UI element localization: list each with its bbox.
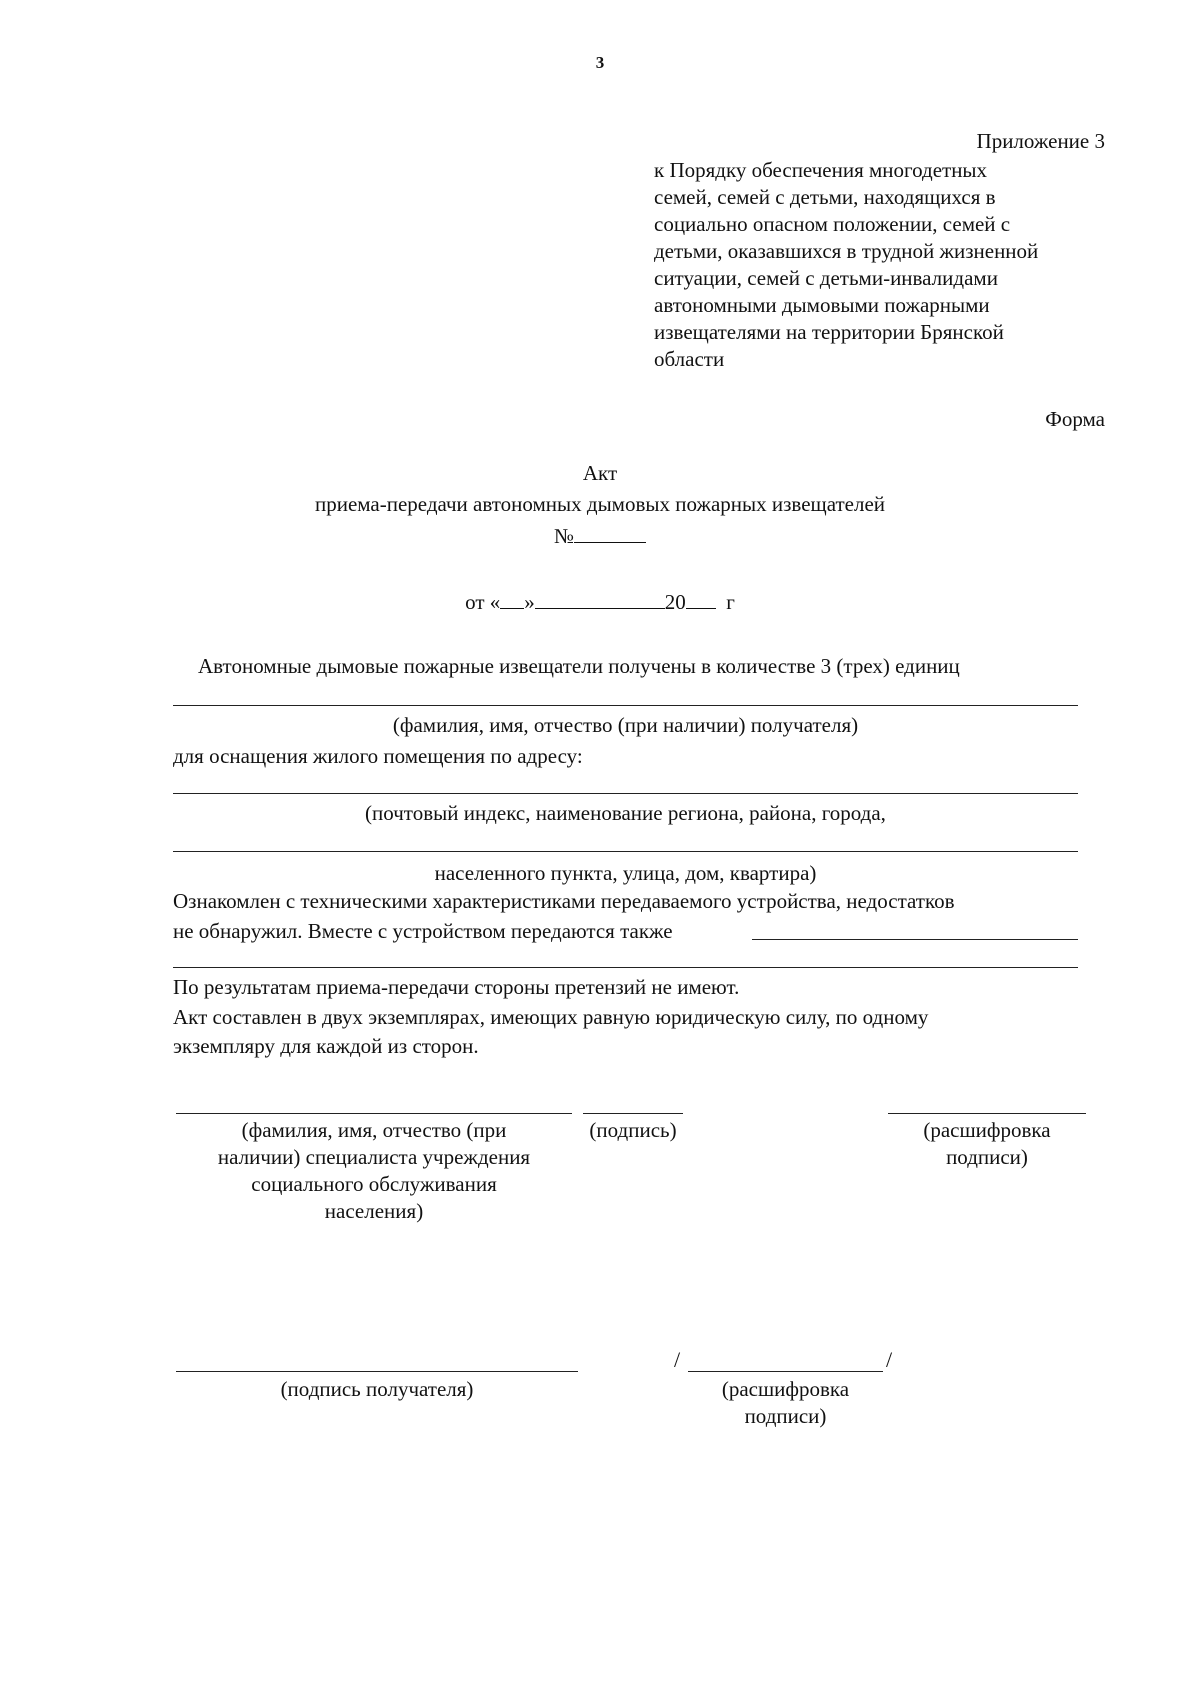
act-number [0,523,1200,549]
address-intro: для оснащения жилого помещения по адресу: [173,744,583,768]
decode-caption [888,1117,1086,1171]
address-line-1[interactable] [173,793,1078,794]
caption-line: (расшифровка [721,1377,850,1401]
number-blank[interactable] [574,526,646,543]
specialist-name-line[interactable] [176,1113,572,1114]
specialist-caption [176,1117,572,1225]
also-transferred-line[interactable] [752,939,1078,940]
copies-line-2: экземпляру для каждой из сторон. [173,1034,479,1058]
caption-line: наличии) специалиста учреждения [217,1145,531,1169]
recipient-signature-line[interactable] [176,1371,578,1372]
caption-line: социального обслуживания [251,1172,497,1196]
appendix-line: детьми, оказавшихся в трудной жизненной [654,239,1039,263]
appendix-line: к Порядку обеспечения многодетных [654,158,988,182]
familiar-line-2: не обнаружил. Вместе с устройством передаются также [173,919,673,943]
slash-right: / [886,1347,893,1372]
year-blank[interactable] [686,592,716,609]
appendix-line: области [654,347,725,371]
address-caption-1: (почтовый индекс, наименование региона, района, города, [365,801,886,825]
act-subtitle: приема-передачи автономных дымовых пожарных извещателей [314,492,886,516]
month-blank[interactable] [535,592,665,609]
received-line: Автономные дымовые пожарные извещатели получены в количестве 3 (трех) единиц [198,654,960,678]
caption-line: населения) [324,1199,424,1223]
address-line-2[interactable] [173,851,1078,852]
copies-line-1: Акт составлен в двух экземплярах, имеющих равную юридическую силу, по одному [173,1005,929,1029]
appendix-body [654,157,1114,373]
day-blank[interactable] [500,592,524,609]
recipient-decode-line[interactable] [688,1371,883,1372]
date-from-label: от « [465,590,501,614]
appendix-line: семей, семей с детьми, находящихся в [654,185,996,209]
recipient-name-line[interactable] [173,705,1078,706]
appendix-title: Приложение 3 [976,129,1105,153]
year-prefix: 20 [664,590,686,614]
act-date [0,589,1200,615]
recipient-caption: (фамилия, имя, отчество (при наличии) получателя) [392,713,859,737]
appendix-line: ситуации, семей с детьми-инвалидами [654,266,998,290]
address-caption-2: населенного пункта, улица, дом, квартира) [434,861,817,885]
number-sign: № [553,524,575,548]
appendix-line: социально опасном положении, семей с [654,212,1011,236]
slash-left: / [674,1347,681,1372]
appendix-line: автономными дымовыми пожарными [654,293,990,317]
extra-line[interactable] [173,967,1078,968]
caption-line: (расшифровка [923,1118,1051,1142]
appendix-line: извещателями на территории Брянской [654,320,1004,344]
specialist-decode-line[interactable] [888,1113,1086,1114]
signature-caption: (подпись) [589,1118,677,1142]
date-close-quote: » [524,590,535,614]
caption-line: подписи) [744,1404,827,1428]
recipient-decode-caption [688,1376,883,1430]
act-title: Акт [582,461,618,485]
page-number: 3 [595,53,605,72]
no-claims-line: По результатам приема-передачи стороны претензий не имеют. [173,975,740,999]
year-suffix: г [726,590,735,614]
specialist-signature-line[interactable] [583,1113,683,1114]
form-label: Форма [1045,407,1105,431]
caption-line: (фамилия, имя, отчество (при [241,1118,507,1142]
caption-line: подписи) [946,1145,1028,1169]
recipient-signature-caption: (подпись получателя) [280,1377,474,1401]
familiar-line-1: Ознакомлен с техническими характеристиками передаваемого устройства, недостатков [173,889,955,913]
